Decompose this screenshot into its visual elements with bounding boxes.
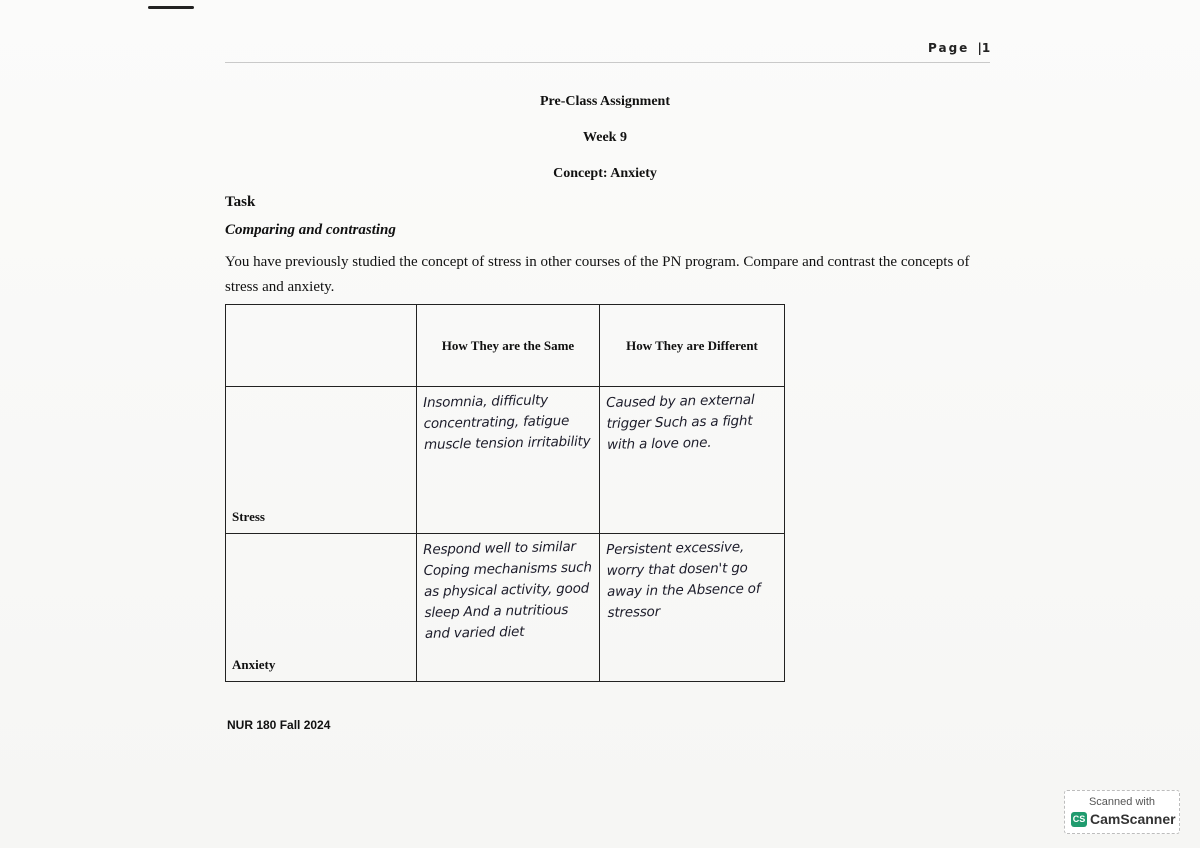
- handwritten-answer: Respond well to similar Coping mechanisms such as physical activity, good sleep And a nutritious and varied diet: [423, 538, 592, 642]
- week-label: Week 9: [583, 130, 627, 145]
- assignment-title: Pre-Class Assignment: [539, 94, 671, 109]
- handwritten-answer: Persistent excessive, worry that dosen't go away in the Absence of stressor: [606, 539, 761, 621]
- compare-table: [225, 304, 785, 682]
- cell-anxiety-different: [600, 534, 785, 682]
- watermark-brand: CamScanner: [1090, 811, 1176, 827]
- task-heading: Task: [225, 194, 256, 210]
- cell-stress-different: [600, 387, 785, 534]
- page-separator: |: [977, 41, 982, 55]
- header-cell-different: How They are Different: [600, 305, 785, 387]
- task-instructions: You have previously studied the concept of stress in other courses of the PN program. Compare and contrast the concepts of stress and anxiety.: [225, 254, 970, 295]
- handwritten-answer: Insomnia, difficulty concentrating, fatigue muscle tension irritability: [423, 392, 591, 453]
- page-label: Page: [928, 41, 970, 55]
- row-label-stress: Stress: [226, 387, 417, 534]
- watermark-caption: Scanned with: [1088, 796, 1156, 808]
- footer-course: NUR 180 Fall 2024: [227, 718, 331, 732]
- header-rule: [225, 62, 990, 63]
- task-subheading: Comparing and contrasting: [225, 222, 396, 238]
- table-header-row: [226, 305, 785, 387]
- handwritten-answer: Caused by an external trigger Such as a fight with a love one.: [606, 391, 755, 453]
- header-cell-same: How They are the Same: [417, 305, 600, 387]
- camscanner-logo-icon: CS: [1071, 812, 1087, 827]
- table-row: [226, 387, 785, 534]
- cell-stress-same: [417, 387, 600, 534]
- concept-label: Concept: Anxiety: [553, 166, 657, 181]
- page-number-value: 1: [981, 41, 993, 55]
- row-label-anxiety: Anxiety: [226, 534, 417, 682]
- header-cell-blank: [226, 305, 417, 387]
- table-row: [226, 534, 785, 682]
- scan-corner-mark: [148, 6, 194, 9]
- cell-anxiety-same: [417, 534, 600, 682]
- camscanner-watermark: [1064, 790, 1180, 834]
- page-number: [928, 41, 992, 55]
